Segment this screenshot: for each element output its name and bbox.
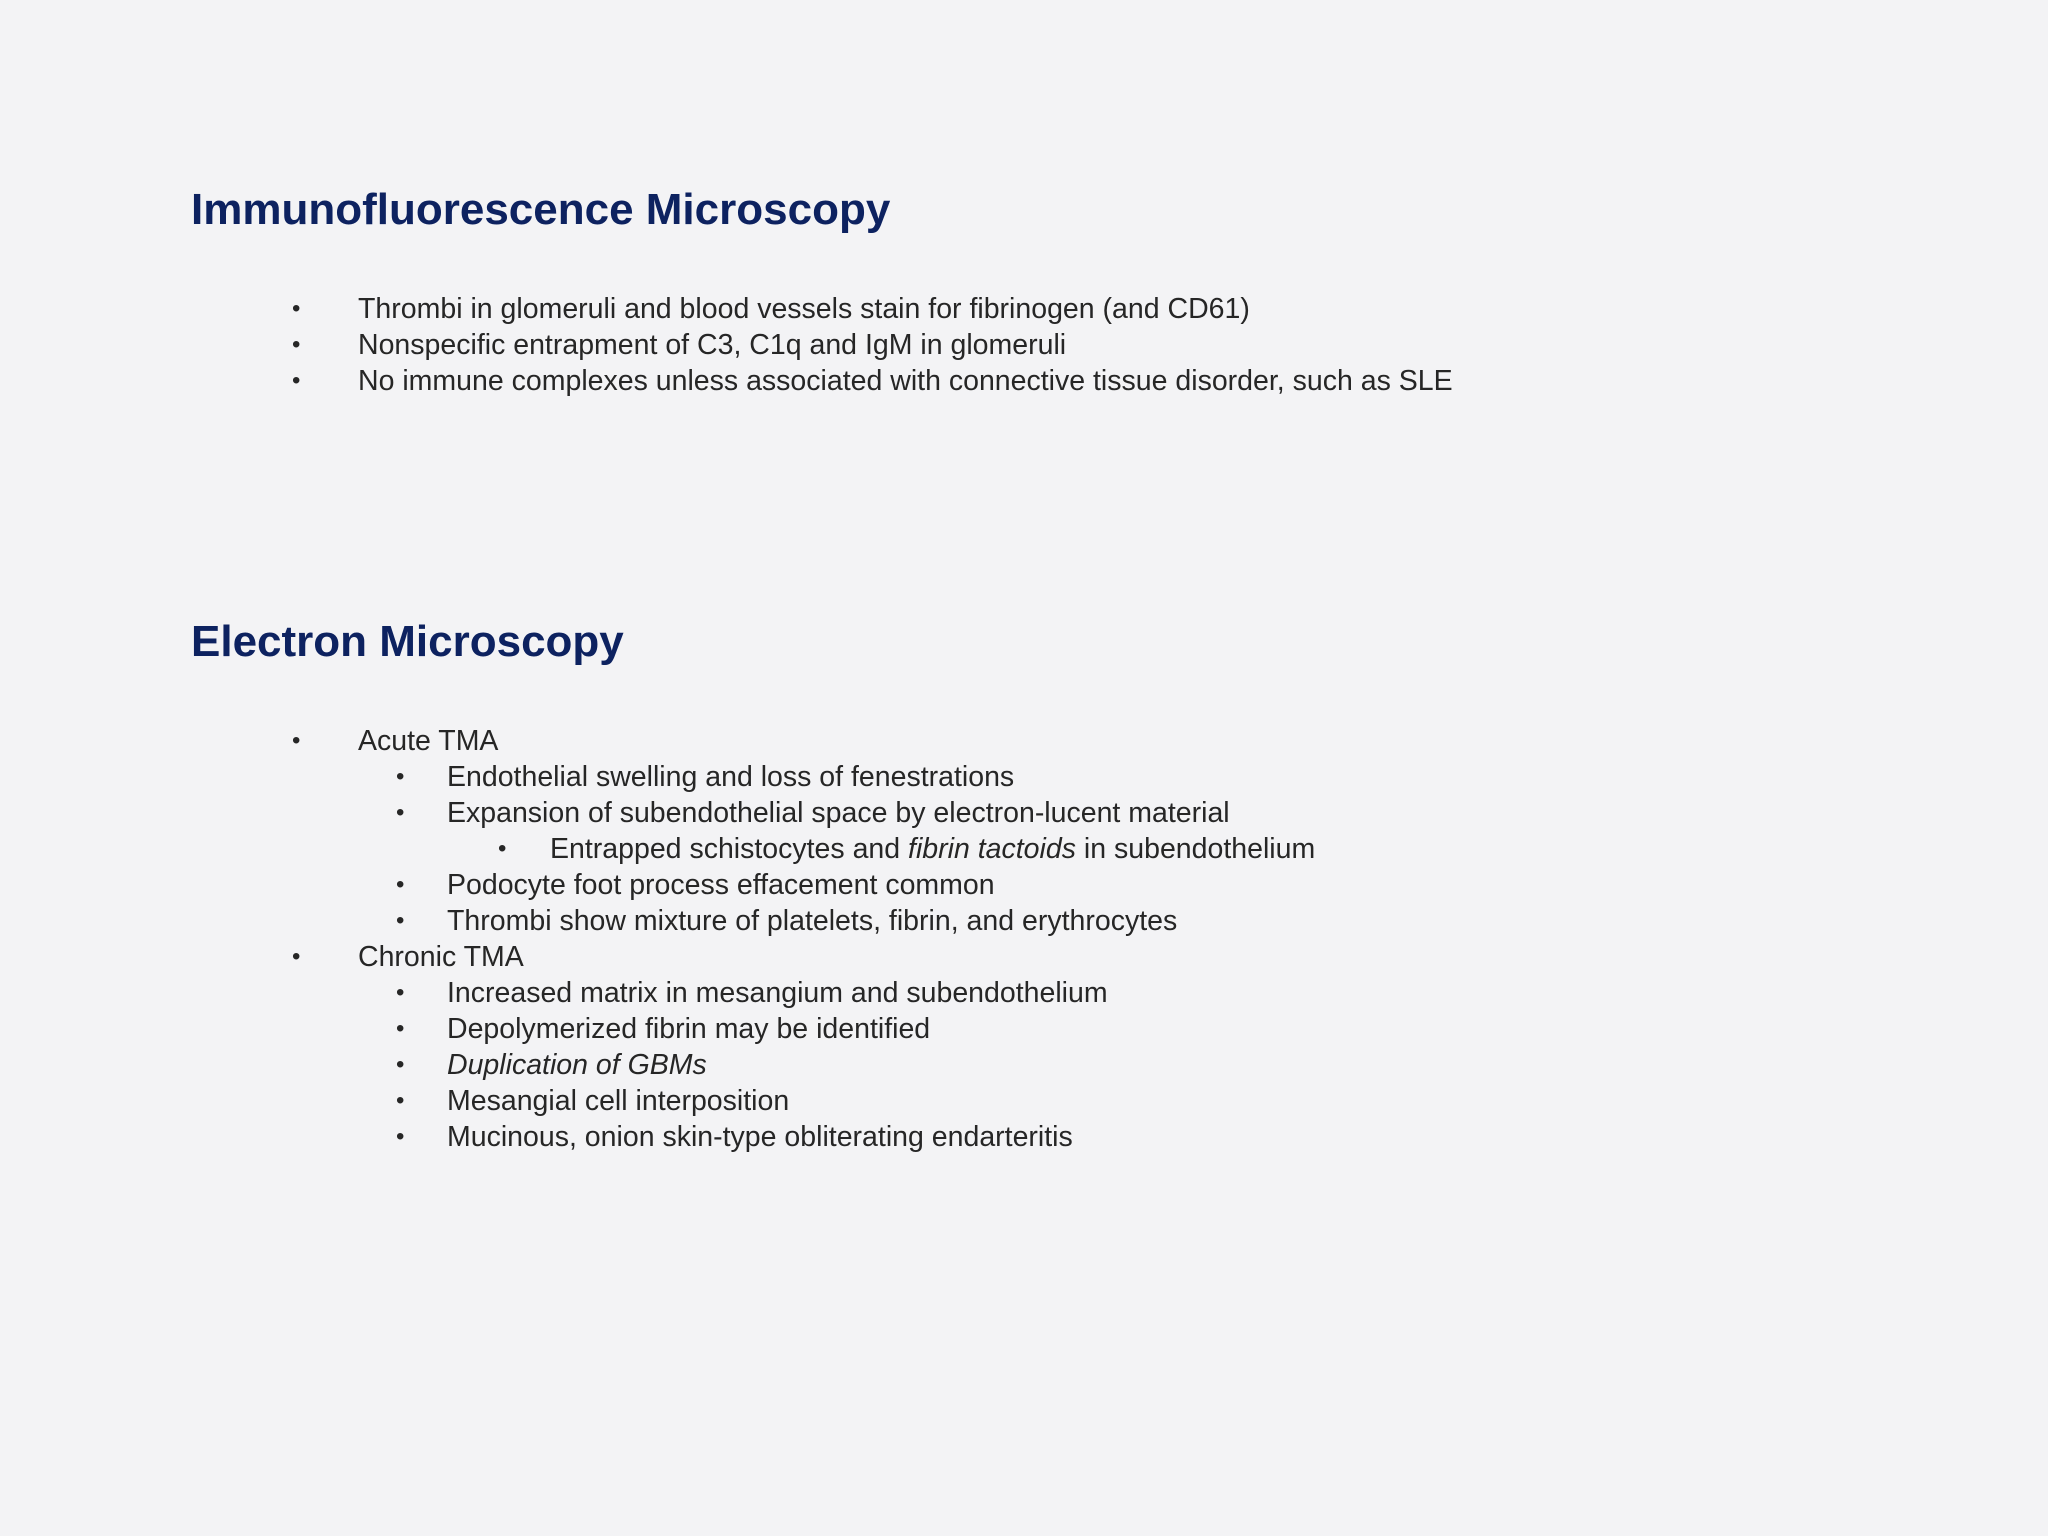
text-segment: Entrapped schistocytes and	[550, 833, 909, 865]
text-segment: in subendothelium	[1075, 833, 1316, 865]
bullet-icon: •	[396, 763, 405, 790]
bullet-icon: •	[396, 1015, 405, 1042]
list-item-text: Duplication of GBMs	[447, 1049, 707, 1081]
italic-term: fibrin tactoids	[908, 833, 1076, 865]
list-item-text: Thrombi show mixture of platelets, fibrin, and erythrocytes	[447, 905, 1178, 937]
list-item-text: Chronic TMA	[358, 941, 524, 973]
list-item-text: Acute TMA	[358, 725, 499, 757]
list-item-text: No immune complexes unless associated with connective tissue disorder, such as SLE	[358, 365, 1453, 397]
bullet-icon: •	[396, 871, 405, 898]
bullet-icon: •	[396, 907, 405, 934]
bullet-icon: •	[396, 1123, 405, 1150]
section-title-immunofluorescence: Immunofluorescence Microscopy	[191, 185, 891, 234]
bullet-icon: •	[292, 295, 301, 322]
bullet-icon: •	[396, 799, 405, 826]
bullet-icon: •	[292, 943, 301, 970]
list-item-text: Thrombi in glomeruli and blood vessels stain for fibrinogen (and CD61)	[358, 293, 1250, 325]
section-title-electron: Electron Microscopy	[191, 617, 624, 666]
bullet-icon: •	[396, 1087, 405, 1114]
list-item-text: Expansion of subendothelial space by electron-lucent material	[447, 797, 1230, 829]
list-item-text: Nonspecific entrapment of C3, C1q and IgM in glomeruli	[358, 329, 1067, 361]
list-item-text: Mesangial cell interposition	[447, 1085, 790, 1117]
bullet-icon: •	[396, 1051, 405, 1078]
list-item-text: Endothelial swelling and loss of fenestrations	[447, 761, 1015, 793]
list-item-text: Podocyte foot process effacement common	[447, 869, 995, 901]
list-item-text	[550, 831, 1315, 867]
list-item-text: Increased matrix in mesangium and subendothelium	[447, 977, 1108, 1009]
list-item-text: Depolymerized fibrin may be identified	[447, 1013, 931, 1045]
bullet-icon: •	[292, 331, 301, 358]
bullet-icon: •	[498, 835, 507, 862]
bullet-icon: •	[292, 727, 301, 754]
bullet-icon: •	[292, 367, 301, 394]
bullet-icon: •	[396, 979, 405, 1006]
list-item-text: Mucinous, onion skin-type obliterating endarteritis	[447, 1121, 1073, 1153]
